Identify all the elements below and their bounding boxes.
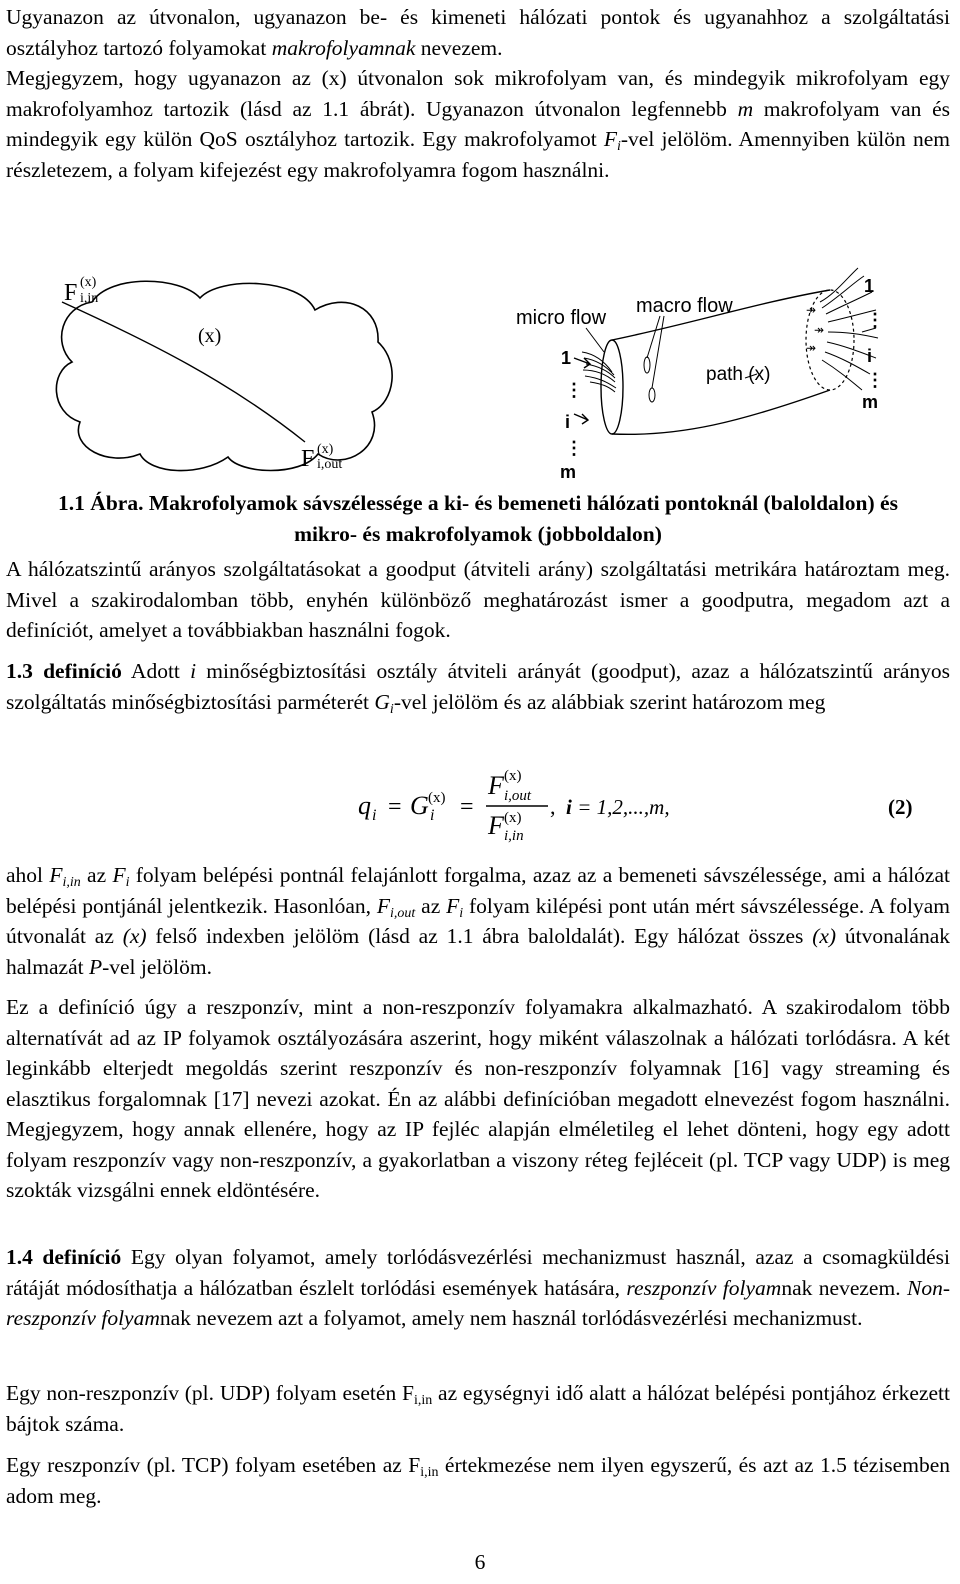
left-index-i: i (565, 412, 571, 432)
path-x-line (62, 302, 305, 442)
path-x-label: (x) (198, 325, 222, 347)
para4-F3: F (376, 893, 391, 918)
eq-G-sup: (x) (428, 790, 446, 806)
para2-m: m (737, 96, 754, 121)
eq-num-sup: (x) (504, 768, 522, 784)
outlet-arrow-2: ↠ (814, 323, 825, 337)
eq-G: G (410, 791, 429, 820)
inlet-strands (582, 352, 616, 392)
def13-text-a: Adott (121, 659, 191, 683)
para4-text-b: az (80, 863, 113, 887)
def13-G-sub: i (389, 701, 394, 717)
f-out-sub: i,out (317, 457, 343, 472)
eq-den-F: F (488, 811, 504, 840)
def14-term-nonresponsive: Non-reszponzív folyam (6, 1275, 951, 1330)
para4-F1: F (49, 863, 63, 887)
figure-caption (6, 488, 950, 549)
para6-text-a: Egy non-reszponzív (pl. UDP) folyam esetén F (6, 1381, 414, 1405)
definition-1-4 (6, 1242, 950, 1334)
caption-line-1: 1.1 Ábra. Makrofolyamok sávszélessége a ki- és bemeneti hálózati pontoknál (baloldalon) és (58, 491, 898, 515)
eq-range: = 1,2,...,m, (572, 795, 670, 819)
para4-text-d: az (415, 893, 447, 918)
para1-term: makrofolyamnak (271, 35, 416, 60)
caption-line-2: mikro- és makrofolyamok (jobboldalon) (294, 521, 662, 546)
paragraph-microflow-note (6, 63, 950, 185)
right-index-m: m (862, 392, 879, 412)
para4-x2: (x) (812, 924, 837, 948)
paragraph-where (6, 860, 950, 982)
arrow-left-i (574, 414, 588, 424)
arrow-left-1 (574, 358, 590, 368)
f-out-label: F (301, 446, 315, 472)
def13-G: G (374, 689, 390, 714)
para1-text-c: nevezem. (415, 35, 503, 60)
def13-text-b: minőségbiztosítási osztály átviteli arányát (goodput), azaz a hálózatszintű arányos szolgáltatás minőségbiztosítási parméterét (6, 659, 950, 714)
para4-text-g: útvonalának halmazát (6, 924, 950, 979)
para7-text-b: értekmezése nem ilyen egyszerű, és azt az 1.5 tézisemben adom meg. (6, 1453, 950, 1508)
def14-text-c: nak nevezem. (781, 1275, 908, 1300)
def14-term-responsive: reszponzív folyam (626, 1275, 782, 1300)
micro-flow-label: micro flow (516, 307, 607, 329)
f-out-sup: (x) (317, 442, 334, 457)
para6-text-b: az egységnyi idő alatt a hálózat belépési pontjához érkezett bájtok száma. (6, 1381, 950, 1436)
eq-den-sup: (x) (504, 810, 522, 826)
paragraph-goodput-intro: A hálózatszintű arányos szolgáltatásokat a goodput (átviteli arány) szolgáltatási metrikára határoztam meg. Mivel a szakirodalomban több, enyhén különböző meghatározást ismer a goodputra, megadom azt a definíciót, amelyet a továbbiakban használni fogok. (6, 557, 950, 642)
outlet-arrow-3: ↠ (806, 341, 817, 355)
pipe-lower-edge (612, 390, 830, 434)
para4-F3-sub: i,out (390, 905, 416, 921)
right-ellipsis-1: ⋮ (866, 310, 884, 330)
right-ellipsis-2: ⋮ (866, 370, 884, 390)
para4-x1: (x) (122, 924, 147, 948)
eq-number: (2) (888, 795, 913, 819)
left-ellipsis-2: ⋮ (565, 438, 583, 458)
para2-text-b: makrofolyam van és mindegyik egy külön QoS osztályhoz tartozik. Egy makrofolyamot (6, 96, 950, 151)
eq-comma: , (550, 794, 556, 819)
eq-num-sub: i,out (504, 788, 532, 804)
paragraph-responsive-tcp (6, 1450, 950, 1511)
macroflow-ellipse-2 (649, 388, 655, 402)
para4-text-e: folyam kilépési pont után mért sávszélessége. A folyam útvonalát az (6, 893, 950, 948)
left-index-1: 1 (561, 348, 572, 368)
pipe-inlet (601, 340, 623, 434)
para7-text-a: Egy reszponzív (pl. TCP) folyam esetében az F (6, 1453, 421, 1477)
para4-text-f: felső indexben jelölöm (lásd az 1.1 ábra baloldalát). Egy hálózat összes (146, 924, 813, 948)
para6-sub: i,in (413, 1393, 433, 1408)
para4-F1-sub: i,in (62, 875, 81, 890)
paragraph-macroflow-definition (6, 2, 950, 63)
para4-F4-sub: i (459, 905, 464, 921)
para1-text-a: Ugyanazon az útvonalon, ugyanazon be- és kimeneti hálózati pontok és ugyanahhoz a szolgáltatási osztályhoz tartozó folyamokat (6, 5, 950, 60)
para4-text-a: ahol (6, 863, 50, 887)
para2-text-a: Megjegyzem, hogy ugyanazon az (x) útvonalon sok mikrofolyam van, és mindegyik mikrofolyam egy makrofolyamhoz tartozik (lásd az 1.1 ábrát). Ugyanazon útvonalon legfennebb (6, 66, 950, 121)
para7-sub: i,in (420, 1465, 439, 1480)
para4-text-c: folyam belépési pontnál felajánlott forgalma, azaz az a bemeneti sávszélessége, ami a hálózat belépési pontjánál jelentkezik. Hasonlóan, (6, 863, 950, 918)
para4-F4: F (446, 893, 460, 918)
def13-i: i (190, 659, 197, 683)
eq-q-sub: i (372, 807, 377, 824)
def13-label: 1.3 definíció (6, 659, 122, 683)
def14-text-e: nak nevezem azt a folyamot, amely nem használ torlódásvezérlési mechanizmust. (159, 1306, 863, 1330)
para2-text-c: -vel jelölöm. Amennyiben külön nem részletezem, a folyam kifejezést egy makrofolyamra fogom használni. (6, 127, 950, 182)
eq-den-sub: i,in (504, 828, 524, 844)
f-in-sup: (x) (80, 275, 97, 290)
paragraph-nonresponsive-udp (6, 1378, 950, 1439)
equation-2 (0, 768, 960, 848)
para4-text-h: -vel jelölöm. (102, 954, 212, 979)
para2-F: F (603, 127, 617, 151)
definition-1-3 (6, 656, 950, 717)
para2-F-sub: i (617, 139, 621, 154)
def14-label: 1.4 definíció (6, 1245, 122, 1269)
micro-flow-pointer (586, 328, 604, 352)
para4-P: P (88, 954, 103, 979)
right-index-1: 1 (864, 276, 875, 296)
macroflow-ellipse-1 (644, 357, 650, 373)
def14-text-a: Egy olyan folyamot, amely torlódásvezérlési mechanizmust használ, azaz a csomagküldési rátáját módosíthatja a hálózatban észlelt torlódási események hatására, (6, 1245, 950, 1300)
eq-q: q (358, 791, 371, 820)
f-in-sub: i,in (80, 291, 99, 306)
left-index-m: m (560, 462, 577, 482)
macro-flow-label: macro flow (636, 295, 733, 317)
network-cloud (56, 281, 392, 470)
eq-index: i (566, 795, 572, 819)
eq-equals-1: = (388, 794, 402, 820)
para4-F2: F (112, 863, 126, 887)
paragraph-responsive-classification: Ez a definíció úgy a reszponzív, mint a non-reszponzív folyamakra alkalmazható. A szakirodalom több alternatívát ad az IP folyamok osztályozására aszerint, hogy miként válaszolnak a hálózati torlódásra. A két leginkább elterjedt megoldás szerint reszponzív és non-reszponzív folyamnak [16] vagy streaming és elasztikus forgalomnak [17] nevezi azokat. Én az alábbi definícióban megadott elnevezést fogom használni. Megjegyzem, hogy annak ellenére, hogy az IP fejléc alapján elméletileg el lehet dönteni, hogy egy adott folyam reszponzív vagy non-reszponzív, a gyakorlatban a viszony réteg fejléceit (pl. TCP vagy UDP) is meg szokták vizsgálni ennek eldöntésére. (6, 995, 950, 1202)
macro-flow-pointer-2 (652, 316, 664, 388)
eq-G-sub: i (430, 807, 435, 824)
eq-equals-2: = (460, 794, 474, 820)
path-label: path (x) (706, 364, 771, 385)
def13-text-c: -vel jelölöm és az alábbiak szerint határozom meg (393, 689, 826, 714)
page-number: 6 (474, 1550, 486, 1574)
para4-F2-sub: i (125, 875, 130, 890)
f-in-label: F (64, 280, 78, 306)
eq-num-F: F (488, 771, 504, 800)
figure-drawing (0, 262, 960, 492)
right-index-i: i (867, 346, 873, 366)
left-ellipsis-1: ⋮ (565, 380, 583, 400)
outlet-arrow-1: ↠ (806, 303, 817, 317)
equation-drawing (0, 768, 960, 848)
figure-1-1 (0, 262, 960, 492)
